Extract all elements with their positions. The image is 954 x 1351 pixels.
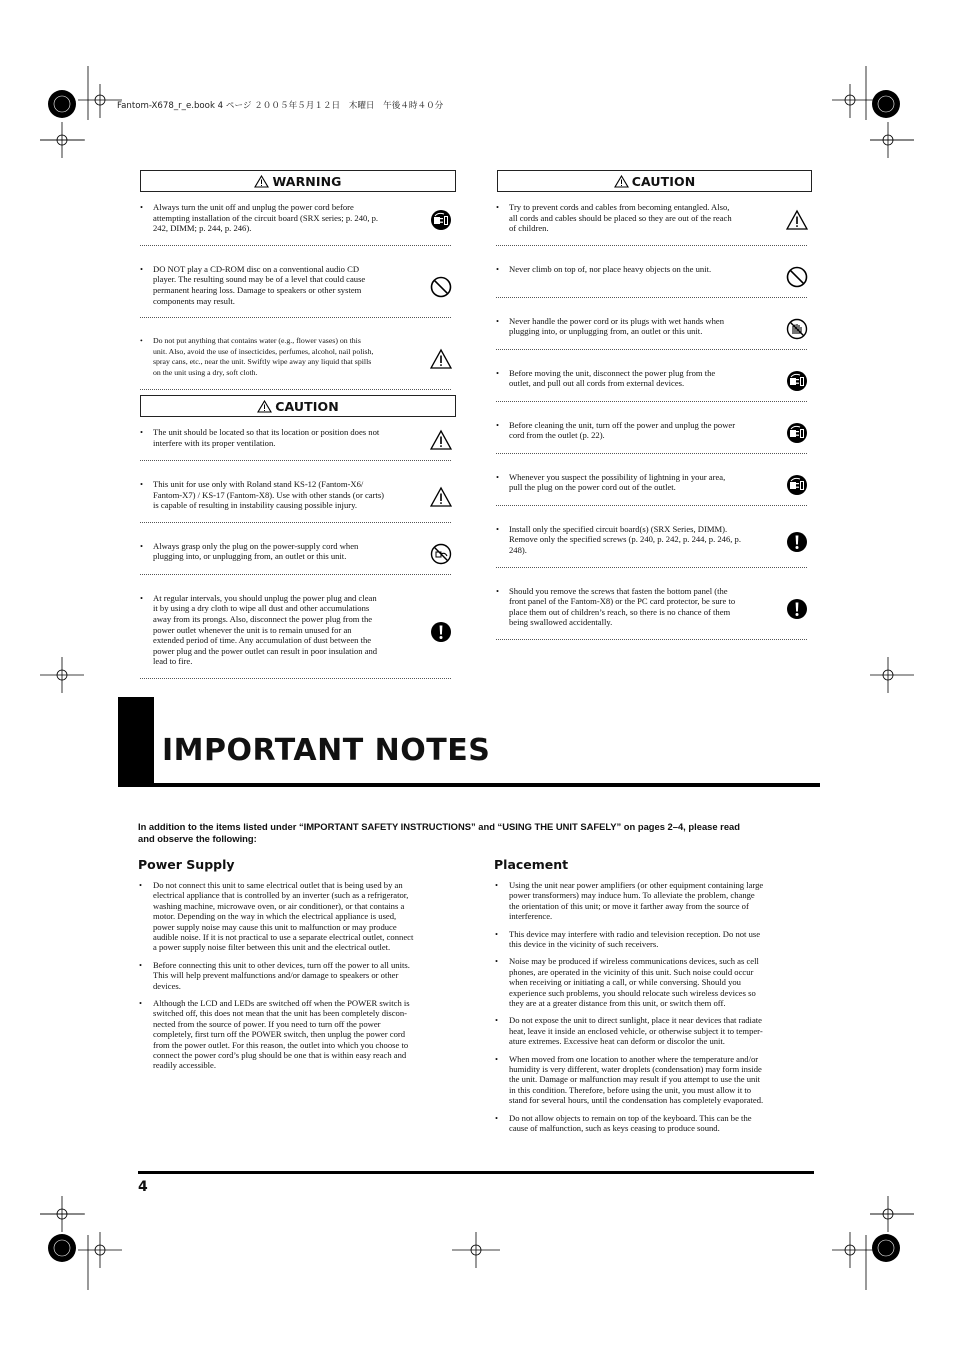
text-line: interference. <box>509 911 553 922</box>
text-line: At regular intervals, you should unplug the power plug and clean <box>153 592 377 603</box>
warning-box <box>140 170 456 192</box>
mandatory-icon <box>786 531 808 553</box>
safety-item-text <box>509 202 732 234</box>
text-line: Try to prevent cords and cables from becoming entangled. Also, <box>509 202 730 212</box>
text-line: The unit should be located so that its location or position does not <box>153 427 380 437</box>
text-line: 242, DIMM; p. 244, p. 246). <box>153 223 252 234</box>
text-line: lead to fire. <box>153 656 193 667</box>
text-line: stand for several hours, until the condensation has completely evaporated. <box>509 1095 764 1106</box>
dotted-separator <box>140 245 451 246</box>
note-item-text <box>509 1054 763 1106</box>
bullet: • <box>496 263 500 274</box>
dotted-separator <box>140 389 451 390</box>
note-item-text <box>153 960 410 991</box>
placement-heading: Placement <box>494 857 569 872</box>
left-caution-box <box>140 395 456 417</box>
text-line: the unit. Damage or malfunction may result if you attempt to use the unit <box>509 1074 761 1085</box>
warning-triangle-icon <box>257 400 272 413</box>
warning-triangle-icon <box>430 348 452 370</box>
bullet: • <box>495 1053 499 1064</box>
safety-item-text <box>509 368 715 389</box>
text-line: Before connecting this unit to other devices, turn off the power to all units. <box>153 959 410 970</box>
unplug-icon <box>430 209 452 231</box>
text-line: Never handle the power cord or its plugs with wet hands when <box>509 315 725 326</box>
text-line: they are at a greater distance from this unit, or switch them off. <box>509 998 726 1009</box>
text-line: switched off, this does not mean that the unit has been completely discon- <box>153 1008 408 1019</box>
text-line: heat, leave it inside an enclosed vehicle, or otherwise subject it to temper- <box>509 1025 763 1036</box>
text-line: Do not connect this unit to same electrical outlet that is being used by an <box>153 880 403 890</box>
bullet: • <box>140 479 144 489</box>
caution-label: CAUTION <box>631 173 696 189</box>
text-line: attempting installation of the circuit board (SRX series; p. 240, p. <box>153 212 379 223</box>
bullet: • <box>495 1015 499 1026</box>
text-line: unit. Also, avoid the use of insecticides, perfumes, alcohol, nail polish, <box>153 346 374 356</box>
text-line: Never climb on top of, nor place heavy objects on the unit. <box>509 263 712 274</box>
intro-text <box>138 821 818 846</box>
bullet: • <box>496 419 500 430</box>
text-line: connect the power cord’s plug should be one that is within easy reach and <box>153 1050 407 1061</box>
text-line: components may result. <box>153 295 235 306</box>
text-line: power outlet whenever the unit is to remain unused for an <box>153 624 352 635</box>
bullet: • <box>496 367 500 378</box>
text-line: in this condition. Therefore, before using the unit, you must allow it to <box>509 1084 752 1095</box>
text-line: devices. <box>153 980 181 991</box>
warning-triangle-icon <box>786 209 808 231</box>
text-line: permanent hearing loss. Damage to speakers or other system <box>153 284 362 295</box>
text-line: Although the LCD and LEDs are switched off when the POWER switch is <box>153 998 410 1008</box>
text-line: the orientation of this unit; or move it farther away from the source of <box>509 900 749 911</box>
bullet: • <box>495 928 499 939</box>
prohibited-icon <box>430 276 452 298</box>
note-item-text <box>509 956 759 1008</box>
title-underline <box>118 783 820 787</box>
text-line: ature extremes. Excessive heat can deform or discolor the unit. <box>509 1036 725 1047</box>
note-item-text <box>509 1015 763 1046</box>
mandatory-icon <box>786 598 808 620</box>
bullet: • <box>496 315 500 326</box>
unplug-icon <box>786 422 808 444</box>
safety-item-text <box>153 202 378 234</box>
text-line: away from its prongs. Also, disconnect the power plug from the <box>153 613 373 624</box>
text-line: power supply noise may cause this unit to malfunction or may produce <box>153 921 397 932</box>
warning-label: WARNING <box>272 173 342 189</box>
text-line: when receiving or initiating a call, or while conversing. Should you <box>509 977 741 988</box>
safety-item-text <box>509 316 724 337</box>
text-line: spray cans, etc., near the unit. Swiftly wipe away any liquid that spills <box>153 357 372 367</box>
text-line: power plug and the power outlet can result in poor insulation and <box>153 645 378 656</box>
bullet: • <box>140 263 144 274</box>
text-line: Before cleaning the unit, turn off the power and unplug the power <box>509 419 736 430</box>
warning-triangle-icon <box>254 175 269 188</box>
text-line: Do not allow objects to remain on top of the keyboard. This can be the <box>509 1112 752 1123</box>
text-line: player. The resulting sound may be of a level that could cause <box>153 274 366 285</box>
text-line: completely, first turn off the POWER switch, then unplug the power cord <box>153 1029 406 1040</box>
text-line: it by using a dry cloth to wipe all dust and other accumulations <box>153 603 370 614</box>
no-pull-cord-icon <box>430 543 452 565</box>
bullet: • <box>495 956 499 967</box>
safety-item-text <box>153 336 373 378</box>
text-line: electrical appliance that is controlled by an inverter (such as a refrigerator, <box>153 890 409 901</box>
safety-item-text <box>509 524 741 556</box>
power-supply-heading: Power Supply <box>138 857 235 872</box>
dotted-separator <box>496 639 807 640</box>
text-line: Noise may be produced if wireless communications devices, such as cell <box>509 956 759 967</box>
unplug-icon <box>786 370 808 392</box>
text-line: plugging into, or unplugging from, an outlet or this unit. <box>509 326 703 337</box>
text-line: washing machine, microwave oven, or air conditioner), or that contains a <box>153 900 405 911</box>
note-item-text <box>509 929 760 950</box>
bullet: • <box>495 880 499 890</box>
text-line: nected from the source of power. If you need to turn off the power <box>153 1018 381 1029</box>
safety-item-text <box>153 427 379 448</box>
page-title: IMPORTANT NOTES <box>162 733 491 768</box>
file-header: Fantom-X678_r_e.book 4 ページ ２００５年５月１２日 木曜日 午後４時４０分 <box>117 101 444 111</box>
safety-item-text <box>153 264 365 306</box>
text-line: power transformers) may induce hum. To alleviate the problem, change <box>509 890 755 901</box>
text-line: Always turn the unit off and unplug the power cord before <box>153 202 354 212</box>
text-line: Whenever you suspect the possibility of lightning in your area, <box>509 471 726 482</box>
dotted-separator <box>496 297 807 298</box>
text-line: of children. <box>509 223 549 234</box>
dotted-separator <box>140 522 451 523</box>
text-line: Using the unit near power amplifiers (or other equipment containing large <box>509 880 764 890</box>
text-line: Fantom-X7) / KS-17 (Fantom-X8). Use with other stands (or carts) <box>153 489 385 500</box>
text-line: is capable of resulting in instability causing possible injury. <box>153 500 357 511</box>
warning-triangle-icon <box>430 429 452 451</box>
text-line: This unit for use only with Roland stand KS-12 (Fantom-X6/ <box>153 479 364 489</box>
text-line: This will help prevent malfunctions and/or damage to speakers or other <box>153 970 399 981</box>
text-line: Always grasp only the plug on the power-supply cord when <box>153 540 359 551</box>
text-line: plugging into, or unplugging from, an outlet or this unit. <box>153 551 347 562</box>
text-line: place them out of children’s reach, so there is no chance of them <box>509 606 731 617</box>
text-line: humidity is very different, water droplets (condensation) may form inside <box>509 1064 762 1074</box>
bullet: • <box>140 336 143 346</box>
dotted-separator <box>140 678 451 679</box>
bullet: • <box>140 202 144 212</box>
text-line: Should you remove the screws that fasten the bottom panel (the <box>509 585 728 596</box>
note-item-text <box>153 998 410 1071</box>
text-line: This device may interfere with radio and television reception. Do not use <box>509 928 761 939</box>
intro-line: In addition to the items listed under “IMPORTANT SAFETY INSTRUCTIONS” and “USING THE UNIT SAFELY” on pages 2–4, please read <box>138 821 740 832</box>
prohibited-icon <box>786 266 808 288</box>
text-line: When moved from one location to another where the temperature and/or <box>509 1053 759 1064</box>
safety-item-text <box>153 593 377 667</box>
text-line: audible noise. If it is not practical to use a separate electrical outlet, connect <box>153 932 414 943</box>
text-line: cord from the outlet (p. 22). <box>509 430 605 441</box>
page-number: 4 <box>138 1179 148 1195</box>
bullet: • <box>139 998 143 1008</box>
bullet: • <box>139 880 143 890</box>
right-caution-box <box>497 170 812 192</box>
text-line: outlet, and pull out all cords from external devices. <box>509 378 685 389</box>
safety-item-text <box>509 420 735 441</box>
text-line: extended period of time. Any accumulation of dust between the <box>153 635 372 646</box>
safety-item-text <box>509 264 711 275</box>
text-line: front panel of the Fantom-X8) or the PC card protector, be sure to <box>509 596 736 607</box>
intro-line: and observe the following: <box>138 833 257 845</box>
bullet: • <box>496 471 500 482</box>
dotted-separator <box>496 349 807 350</box>
text-line: Do not put anything that contains water (e.g., flower vases) on this <box>153 336 361 346</box>
text-line: experience such problems, you should relocate such wireless devices so <box>509 987 756 998</box>
bullet: • <box>140 427 144 437</box>
dotted-separator <box>496 505 807 506</box>
warning-triangle-icon <box>614 175 629 188</box>
bullet: • <box>140 592 144 603</box>
dotted-separator <box>140 317 451 318</box>
text-line: Do not expose the unit to direct sunlight, place it near devices that radiate <box>509 1015 762 1026</box>
note-item-text <box>509 880 763 922</box>
dotted-separator <box>140 460 451 461</box>
caution-label: CAUTION <box>275 398 339 414</box>
text-line: Before moving the unit, disconnect the power plug from the <box>509 367 716 378</box>
bullet: • <box>139 959 143 970</box>
text-line: cause of malfunction, such as keys ceasing to produce sound. <box>509 1123 720 1133</box>
mandatory-icon <box>430 621 452 643</box>
text-line: all cords and cables should be placed so they are out of the reach <box>509 212 732 223</box>
text-line: DO NOT play a CD-ROM disc on a conventional audio CD <box>153 263 360 274</box>
text-line: phones, are operated in the vicinity of this unit. Such noise could occur <box>509 966 754 977</box>
text-line: 248). <box>509 544 527 555</box>
safety-item-text <box>153 541 358 562</box>
text-line: readily accessible. <box>153 1060 216 1071</box>
title-bar-block <box>118 697 154 786</box>
dotted-separator <box>140 574 451 575</box>
dotted-separator <box>496 401 807 402</box>
text-line: Install only the specified circuit board(s) (SRX Series, DIMM). <box>509 523 728 534</box>
text-line: on the unit using a dry, soft cloth. <box>153 367 258 377</box>
bullet: • <box>496 523 500 534</box>
text-line: interfere with its proper ventilation. <box>153 437 276 448</box>
no-wet-hands-icon <box>786 318 808 340</box>
footer-rule <box>138 1171 814 1174</box>
note-item-text <box>153 880 413 953</box>
text-line: pull the plug on the power cord out of the outlet. <box>509 482 676 493</box>
warning-triangle-icon <box>430 486 452 508</box>
bullet: • <box>496 585 500 596</box>
safety-item-text <box>509 472 725 493</box>
dotted-separator <box>496 453 807 454</box>
text-line: a power supply noise filter between this unit and the electrical outlet. <box>153 942 391 953</box>
bullet: • <box>496 202 500 212</box>
bullet: • <box>140 540 144 551</box>
text-line: this device in the vicinity of such receivers. <box>509 939 659 949</box>
dotted-separator <box>496 567 807 568</box>
bullet: • <box>495 1112 499 1123</box>
safety-item-text <box>509 586 735 628</box>
text-line: being swallowed accidentally. <box>509 617 613 628</box>
text-line: Remove only the specified screws (p. 240, p. 242, p. 244, p. 246, p. <box>509 534 741 545</box>
text-line: motor. Depending on the way in which the electrical appliance is used, <box>153 911 397 922</box>
note-item-text <box>509 1113 752 1134</box>
safety-item-text <box>153 479 384 511</box>
dotted-separator <box>496 245 807 246</box>
text-line: from the power outlet. For this reason, the outlet into which you choose to <box>153 1039 409 1050</box>
unplug-icon <box>786 474 808 496</box>
